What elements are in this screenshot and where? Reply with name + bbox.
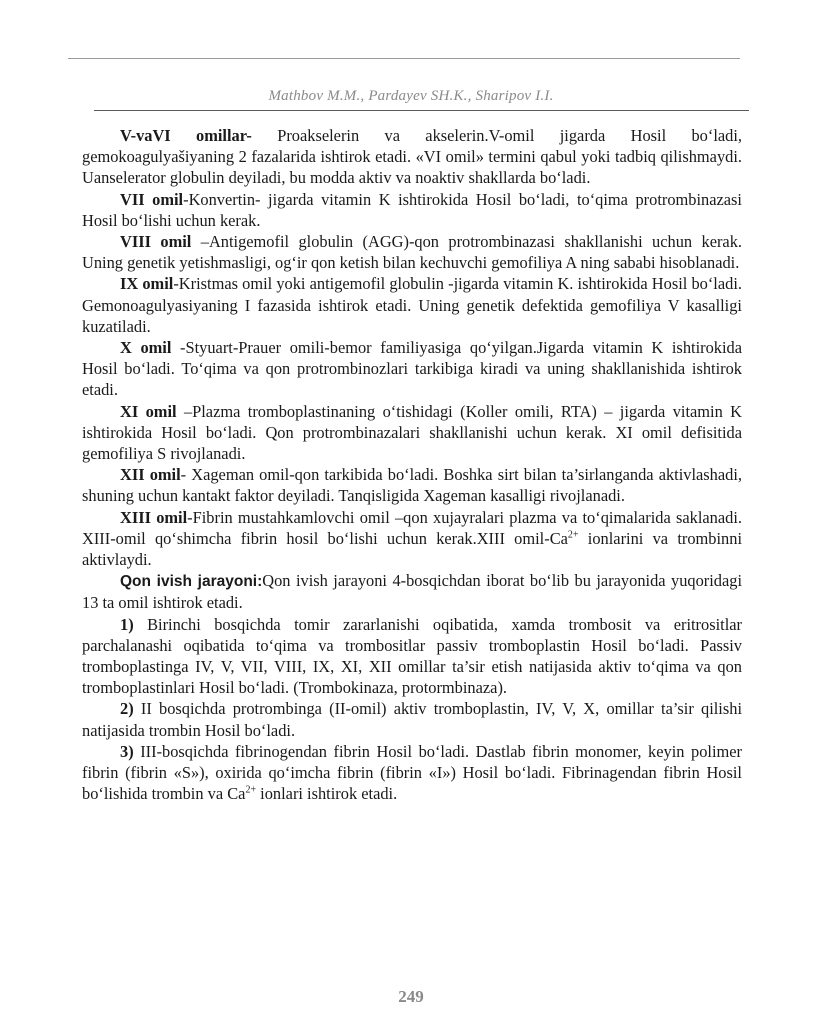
superscript-charge: 2+: [567, 529, 579, 541]
paragraph-factor-viii: [82, 231, 742, 273]
paragraph-lead: Qon ivish jarayoni:: [120, 573, 263, 591]
paragraph-coagulation-process: [82, 570, 742, 613]
header-rule: [94, 110, 749, 111]
paragraph-factor-v-vi: [82, 125, 742, 189]
paragraph-text: –Antigemofil globulin (AGG)-qon protrombinazasi shakllanishi uchun kerak. Uning genetik yetishmasligi, og‘ir qon ketish bilan kechuvchi gemofiliya A ning sababi hisoblanadi.: [82, 232, 742, 273]
top-rule: [68, 58, 740, 59]
page-body: [82, 125, 742, 805]
paragraph-text: Proakselerin va akselerin.V-omil jigarda Hosil bo‘ladi, gemokoagulyašiyaning 2 fazalarida ishtirok etadi. «VI omil» termini qabul yoki tadbiq qilishmaydi. Uanselerator globulin deyiladi, bu modda aktiv va noaktiv shakllarda bo‘ladi.: [82, 126, 742, 188]
superscript-charge: 2+: [245, 784, 257, 796]
paragraph-text: III-bosqichda fibrinogendan fibrin Hosil bo‘ladi. Dastlab fibrin monomer, keyin polimer fibrin (fibrin «S»), oxirida qo‘imcha fibrin (fibrin «I») Hosil bo‘ladi. Fibrinagendan fibrin Hosil bo‘lishida trombin va Ca: [82, 741, 742, 804]
page-number: 249: [398, 987, 424, 1006]
paragraph-stage-3: [82, 741, 742, 805]
paragraph-lead: XIII omil: [120, 507, 188, 527]
paragraph-factor-vii: [82, 189, 742, 231]
paragraph-lead: VIII omil: [120, 232, 192, 252]
paragraph-lead: XII omil: [120, 465, 181, 485]
paragraph-factor-xi: [82, 401, 742, 465]
paragraph-text-tail: ionlari ishtirok etadi.: [256, 784, 398, 804]
paragraph-text: II bosqichda protrombinga (II-omil) aktiv tromboplastin, IV, V, X, omillar ta’sir qilishi natijasida trombin Hosil bo‘ladi.: [82, 699, 742, 740]
paragraph-text-tail: ionlarini va trombinni aktivlaydi.: [82, 528, 742, 570]
paragraph-text: -Fibrin mustahkamlovchi omil –qon xujayralari plazma va to‘qimalarida saklanadi. XIII-omil qo‘shimcha fibrin hosil bo‘lishi uchun kerak.XIII omil-Ca: [82, 507, 743, 548]
paragraph-stage-1: [82, 614, 742, 699]
paragraph-lead: 1): [120, 614, 134, 634]
paragraph-text: Birinchi bosqichda tomir zararlanishi oqibatida, xamda trombosit va eritrositlar parchalanashi oqibatida to‘qima va trombositlar passiv tromboplastin Hosil bo‘ladi. Passiv tromboplastinga IV, V, VII, VIII, IX, XI, XII omillar ta’sir etish natijasida aktiv to‘qima va qon tromboplastinlari Hosil bo‘ladi. (Trombokinaza, protormbinaza).: [82, 614, 742, 698]
paragraph-text: -Styuart-Prauer omili-bemor familiyasiga qo‘yilgan.Jigarda vitamin K ishtirokida Hosil bo‘ladi. To‘qima va qon protrombinozlari tarkibiga kiradi va uning shakllanishida ishtirok etadi.: [82, 338, 742, 400]
paragraph-text: -Konvertin- jigarda vitamin K ishtirokida Hosil bo‘ladi, to‘qima protrombinazasi Hosil bo‘lishi uchun kerak.: [82, 189, 742, 230]
paragraph-lead: IX omil: [120, 274, 174, 294]
paragraph-lead: X omil: [120, 338, 172, 358]
paragraph-factor-xiii: [82, 507, 742, 571]
running-head: Mathbov M.M., Pardayev SH.K., Sharipov I.I.: [268, 88, 554, 104]
paragraph-lead: V-vaVI omillar-: [120, 126, 252, 145]
paragraph-stage-2: [82, 698, 742, 740]
paragraph-text: –Plazma tromboplastinaning o‘tishidagi (Koller omili, RTA) – jigarda vitamin K ishtirokida Hosil bo‘ladi. Qon protrombinazalari shakllanishi uchun kerak. XI omil defisitida gemofiliya S rivojlanadi.: [82, 401, 742, 464]
paragraph-lead: 3): [120, 741, 134, 761]
paragraph-text: -Kristmas omil yoki antigemofil globulin -jigarda vitamin K. ishtirokida Hosil bo‘ladi. Gemonoagulyasiyaning I fazasida ishtirok etadi. Uning genetik defektida gemofiliya V kasalligi kuzatiladi.: [82, 274, 742, 336]
paragraph-factor-xii: [82, 464, 742, 506]
paragraph-lead: VII omil: [120, 189, 184, 209]
paragraph-lead: 2): [120, 699, 134, 719]
paragraph-text: - Xageman omil-qon tarkibida bo‘ladi. Boshka sirt bilan ta’sirlanganda aktivlashadi, shuning uchun kantakt faktor deyiladi. Tanqisligida Xageman kasalligi rivojlanadi.: [82, 465, 742, 506]
paragraph-factor-ix: [82, 273, 742, 337]
paragraph-text: Qon ivish jarayoni 4-bosqichdan iborat bo‘lib bu jarayonida yuqoridagi 13 ta omil ishtirok etadi.: [82, 571, 743, 613]
paragraph-factor-x: [82, 337, 742, 401]
paragraph-lead: XI omil: [120, 401, 177, 421]
